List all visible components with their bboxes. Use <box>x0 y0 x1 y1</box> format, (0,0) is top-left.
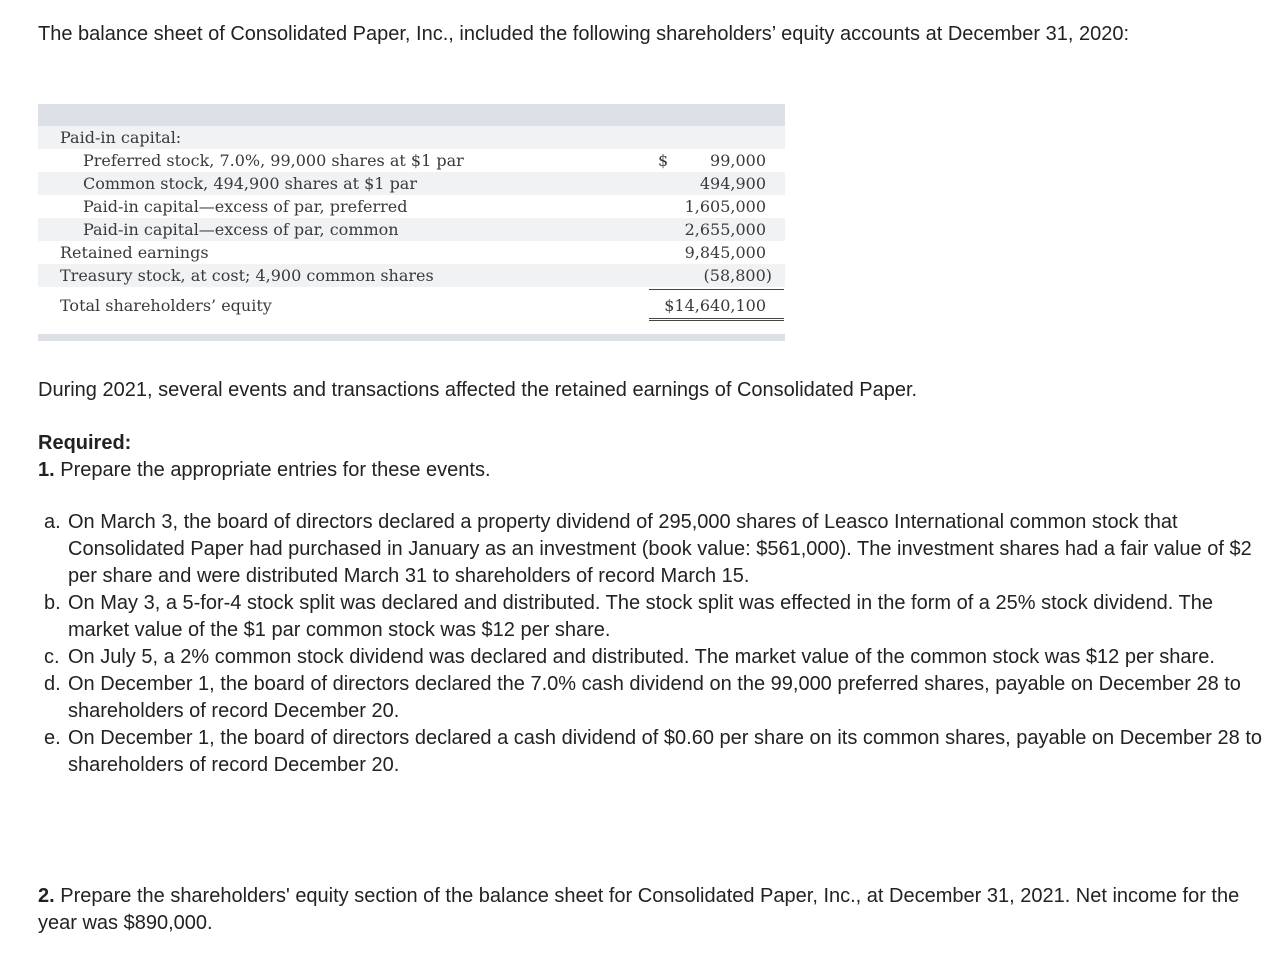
row-label: Treasury stock, at cost; 4,900 common shares <box>60 266 434 285</box>
list-marker: e. <box>44 727 61 749</box>
requirement-text: Prepare the appropriate entries for these events. <box>54 459 491 481</box>
table-row <box>38 195 785 218</box>
row-amount: 2,655,000 <box>684 220 766 239</box>
list-item <box>44 725 1264 779</box>
row-label: Paid-in capital—excess of par, common <box>83 220 399 239</box>
list-item <box>44 509 1264 590</box>
list-item-text: On May 3, a 5-for-4 stock split was declared and distributed. The stock split was effected in the form of a 25% stock dividend. The market value of the $1 par common stock was $12 per share. <box>68 592 1214 641</box>
balance-sheet-table <box>38 104 785 341</box>
required-heading: Required: <box>38 432 132 454</box>
row-label: Paid-in capital: <box>60 128 182 147</box>
row-label: Preferred stock, 7.0%, 99,000 shares at $1 par <box>83 151 464 170</box>
row-amount: 494,900 <box>699 174 766 193</box>
row-label: Total shareholders’ equity <box>60 296 272 315</box>
row-amount: 1,605,000 <box>684 197 766 216</box>
list-item-text: On December 1, the board of directors declared the 7.0% cash dividend on the 99,000 preferred shares, payable on December 28 to shareholders of record December 20. <box>68 673 1241 722</box>
table-row <box>38 149 785 172</box>
during-paragraph: During 2021, several events and transactions affected the retained earnings of Consolidated Paper. <box>38 379 918 401</box>
table-row <box>38 218 785 241</box>
table-row <box>38 241 785 264</box>
list-marker: b. <box>44 592 61 614</box>
events-list <box>44 509 1264 779</box>
requirement-1 <box>38 457 491 484</box>
table-row <box>38 264 785 287</box>
row-label: Retained earnings <box>60 243 209 262</box>
row-amount: $14,640,100 <box>664 296 766 315</box>
intro-paragraph: The balance sheet of Consolidated Paper, Inc., included the following shareholders’ equity accounts at December 31, 2020: <box>38 23 1130 45</box>
table-top-band <box>38 104 785 126</box>
list-marker: c. <box>44 646 60 668</box>
list-item <box>44 590 1264 644</box>
table-row <box>38 126 785 149</box>
table-bottom-band <box>38 334 785 341</box>
list-item <box>44 644 1264 671</box>
list-item-text: On December 1, the board of directors declared a cash dividend of $0.60 per share on its common shares, payable on December 28 to shareholders of record December 20. <box>68 727 1263 776</box>
list-item-text: On July 5, a 2% common stock dividend was declared and distributed. The market value of the common stock was $12 per share. <box>68 646 1215 668</box>
total-double-underline <box>649 318 784 321</box>
list-item-text: On March 3, the board of directors declared a property dividend of 295,000 shares of Leasco International common stock that Consolidated Paper had purchased in January as an investment (book value: $561,000). The investment shares had a fair value of $2 per share and were distributed March 31 to shareholders of record March 15. <box>68 511 1252 587</box>
requirement-number: 1. <box>38 459 55 481</box>
table-row-total <box>38 294 785 317</box>
list-marker: a. <box>44 511 61 533</box>
requirement-text: Prepare the shareholders' equity section of the balance sheet for Consolidated Paper, Inc., at December 31, 2021. Net income for the year was $890,000. <box>38 885 1240 934</box>
list-item <box>44 671 1264 725</box>
requirement-2 <box>38 883 1258 937</box>
row-amount: (58,800) <box>703 266 772 285</box>
row-label: Paid-in capital—excess of par, preferred <box>83 197 408 216</box>
row-label: Common stock, 494,900 shares at $1 par <box>83 174 417 193</box>
table-row <box>38 172 785 195</box>
dollar-sign: $ <box>658 151 669 170</box>
subtotal-underline <box>649 289 784 290</box>
list-marker: d. <box>44 673 61 695</box>
row-amount: 99,000 <box>710 151 766 170</box>
requirement-number: 2. <box>38 885 55 907</box>
row-amount: 9,845,000 <box>684 243 766 262</box>
